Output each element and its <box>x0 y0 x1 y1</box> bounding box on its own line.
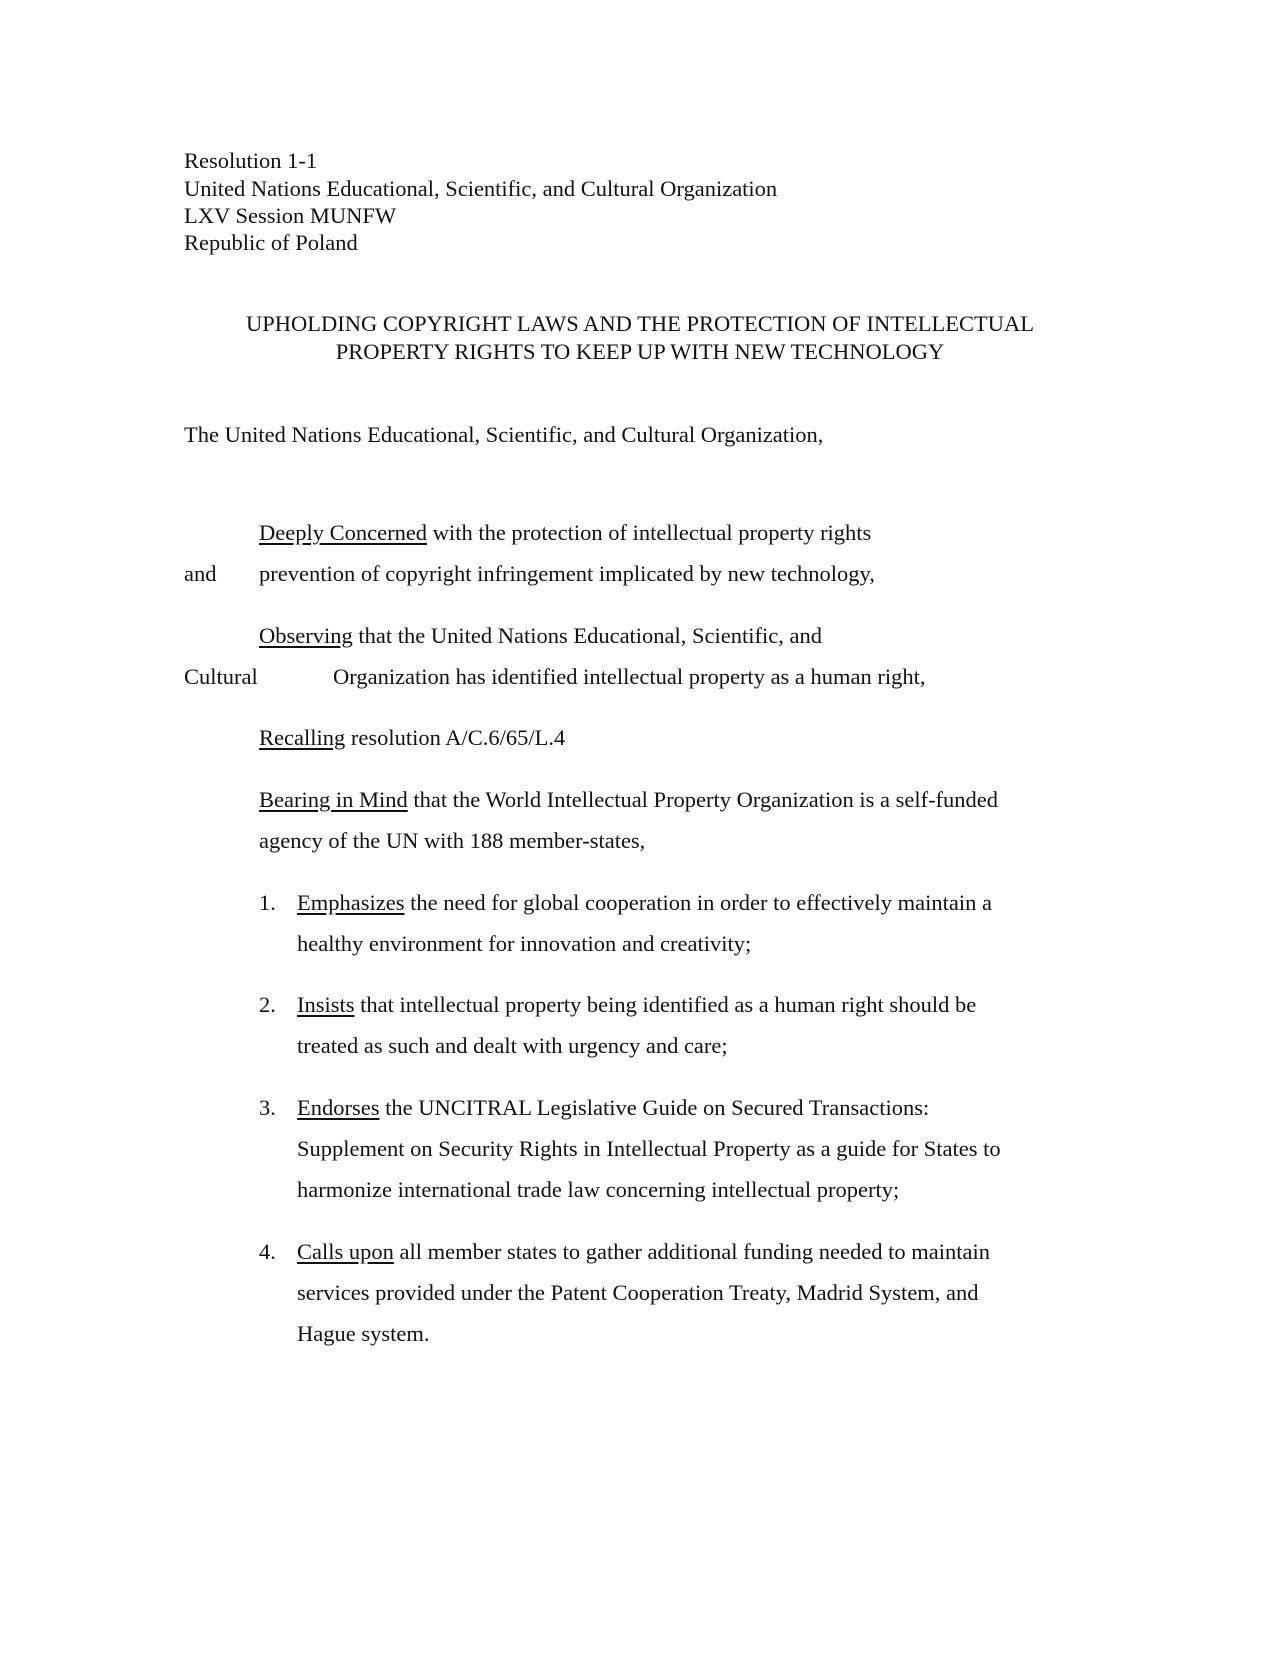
preamble-text: resolution A/C.6/65/L.4 <box>345 725 566 750</box>
preamble-clause-4-line2: agency of the UN with 188 member-states, <box>259 828 646 853</box>
operative-text: that intellectual property being identified as a human right should be <box>354 992 977 1017</box>
operative-clause-3-line1 <box>297 1097 929 1120</box>
preamble-clause-3-line1 <box>259 727 565 750</box>
resolution-title-line1: UPHOLDING COPYRIGHT LAWS AND THE PROTECTION OF INTELLECTUAL <box>246 311 1034 336</box>
preamble-text: that the United Nations Educational, Scientific, and <box>352 623 822 648</box>
operative-clause-4-line2: services provided under the Patent Cooperation Treaty, Madrid System, and <box>297 1280 979 1305</box>
preamble-clause-1-line2: prevention of copyright infringement implicated by new technology, <box>259 561 875 586</box>
operative-text: the need for global cooperation in order to effectively maintain a <box>404 890 992 915</box>
sponsor-name: Republic of Poland <box>184 230 358 255</box>
operative-clause-4-line3: Hague system. <box>297 1321 430 1346</box>
operative-clause-1-line2: healthy environment for innovation and creativity; <box>297 931 752 956</box>
operative-clause-4-line1 <box>297 1241 990 1264</box>
operative-number-3: 3. <box>259 1095 276 1120</box>
operative-clause-2-line2: treated as such and dealt with urgency and care; <box>297 1033 728 1058</box>
preamble-phrase: Recalling <box>259 725 346 750</box>
session-name: LXV Session MUNFW <box>184 203 397 228</box>
operative-phrase: Endorses <box>297 1095 380 1120</box>
operative-text: the UNCITRAL Legislative Guide on Secured Transactions: <box>379 1095 930 1120</box>
preamble-clause-1-wrap: and <box>184 561 217 586</box>
preamble-phrase: Deeply Concerned <box>259 520 428 545</box>
operative-number-2: 2. <box>259 992 276 1017</box>
preamble-clause-1-line1 <box>259 522 871 545</box>
operative-phrase: Calls upon <box>297 1239 394 1264</box>
operative-phrase: Emphasizes <box>297 890 405 915</box>
operative-phrase: Insists <box>297 992 355 1017</box>
operative-clause-1-line1 <box>297 892 992 915</box>
preamble-text: with the protection of intellectual property rights <box>427 520 872 545</box>
preamble-clause-2-line1 <box>259 625 822 648</box>
committee-name: United Nations Educational, Scientific, and Cultural Organization <box>184 176 778 201</box>
preamble-clause-2-wrap: Cultural <box>184 664 258 689</box>
resolution-title-line2: PROPERTY RIGHTS TO KEEP UP WITH NEW TECHNOLOGY <box>335 339 945 364</box>
operative-clause-2-line1 <box>297 994 976 1017</box>
operative-text: all member states to gather additional funding needed to maintain <box>393 1239 990 1264</box>
preamble-phrase: Bearing in Mind <box>259 787 408 812</box>
preamble-phrase: Observing <box>259 623 353 648</box>
resolution-number: Resolution 1-1 <box>184 148 318 173</box>
operative-clause-3-line2: Supplement on Security Rights in Intellectual Property as a guide for States to <box>297 1136 1001 1161</box>
operative-number-1: 1. <box>259 890 276 915</box>
preamble-clause-4-line1 <box>259 789 998 812</box>
body-intro: The United Nations Educational, Scientific, and Cultural Organization, <box>184 422 824 447</box>
operative-clause-3-line3: harmonize international trade law concerning intellectual property; <box>297 1177 900 1202</box>
preamble-clause-2-line2: Organization has identified intellectual property as a human right, <box>333 664 926 689</box>
operative-number-4: 4. <box>259 1239 276 1264</box>
preamble-text: that the World Intellectual Property Organization is a self-funded <box>407 787 999 812</box>
